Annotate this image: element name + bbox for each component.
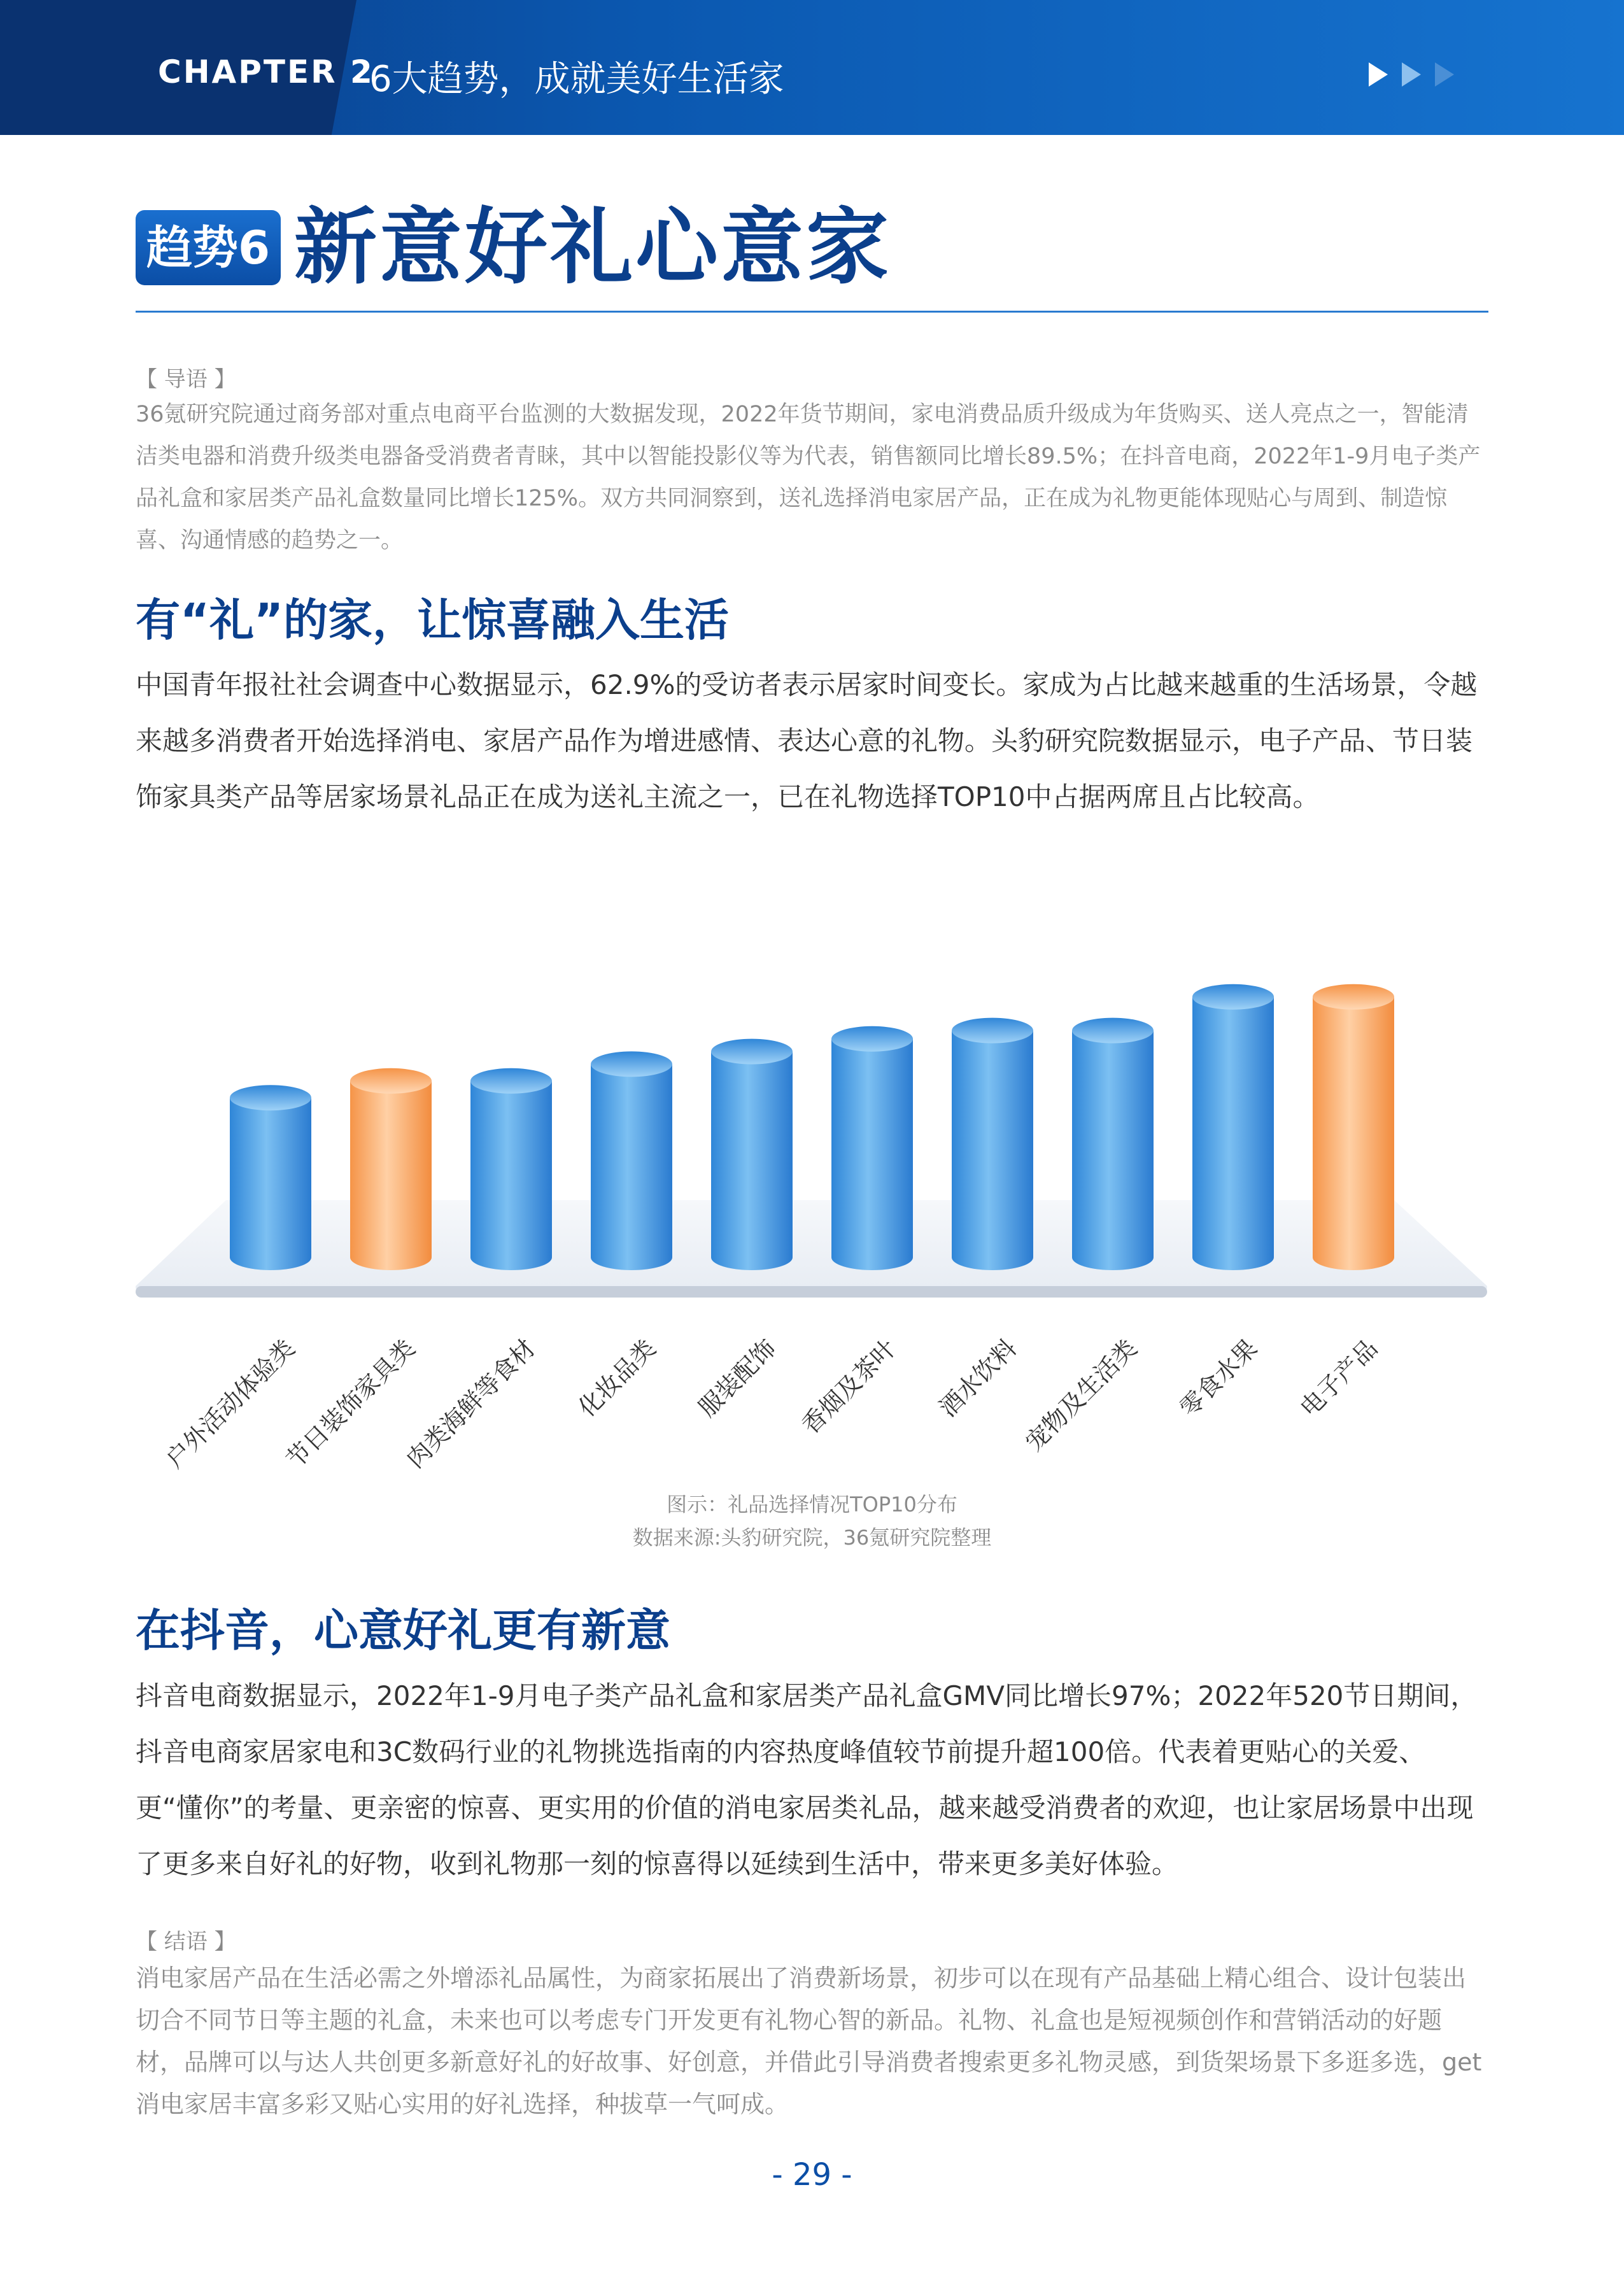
x-tick-label: 电子产品: [1294, 1334, 1383, 1422]
bar-6: [831, 1039, 913, 1270]
gift-choice-chart: [0, 840, 1624, 1566]
section-heading-douyin: 在抖音，心意好礼更有新意: [136, 1604, 670, 1657]
intro-text: 36氪研究院通过商务部对重点电商平台监测的大数据发现，2022年货节期间，家电消费品质升级成为年货购买、送人亮点之一，智能清洁类电器和消费升级类电器备受消费者青睐，其中以智能投影仪等为代表，销售额同比增长89.5%；在抖音电商，2022年1-9月电子类产品礼盒和家居类产品礼盒数量同比增长125%。双方共同洞察到，送礼选择消电家居产品，正在成为礼物更能体现贴心与周到、制造惊喜、沟通情感的趋势之一。: [136, 402, 1481, 553]
bar-8: [1072, 1031, 1154, 1270]
conclusion-text: 消电家居产品在生活必需之外增添礼品属性，为商家拓展出了消费新场景，初步可以在现有产品基础上精心组合、设计包装出切合不同节日等主题的礼盒，未来也可以考虑专门开发更有礼物心智的新品。礼物、礼盒也是短视频创作和营销活动的好题材，品牌可以与达人共创更多新意好礼的好故事、好创意，并借此引导消费者搜索更多礼物灵感，到货架场景下多逛多选，get消电家居丰富多彩又贴心实用的好礼选择，种拔草一气呵成。: [136, 1964, 1482, 2118]
chart-platform-edge: [136, 1286, 1487, 1298]
bar-1: [230, 1098, 311, 1270]
bar-5: [711, 1052, 793, 1270]
bar-top-10: [1313, 984, 1394, 1010]
x-tick-label: 宠物及生活类: [1020, 1334, 1143, 1457]
page-number: - 29 -: [772, 2157, 852, 2193]
bar-10: [1313, 997, 1394, 1270]
x-tick-label: 肉类海鲜等食材: [401, 1334, 541, 1474]
bar-top-7: [952, 1018, 1033, 1043]
chart-platform: [136, 1200, 1487, 1294]
bar-top-9: [1192, 984, 1274, 1010]
x-tick-label: 零食水果: [1174, 1334, 1263, 1422]
title-divider: [136, 311, 1488, 313]
section-body-douyin: 抖音电商数据显示，2022年1-9月电子类产品礼盒和家居类产品礼盒GMV同比增长97%；2022年520节日期间，抖音电商家居家电和3C数码行业的礼物挑选指南的内容热度峰值较节前提升超100倍。代表着更贴心的关爱、更“懂你”的考量、更亲密的惊喜、更实用的价值的消电家居类礼品，越来越受消费者的欢迎，也让家居场景中出现了更多来自好礼的好物，收到礼物那一刻的惊喜得以延续到生活中，带来更多美好体验。: [136, 1680, 1478, 1879]
bar-4: [591, 1064, 672, 1270]
chapter-label: CHAPTER 2: [158, 53, 374, 90]
bar-top-2: [350, 1068, 432, 1094]
arrow-icon: [1369, 62, 1388, 87]
x-tick-label: 户外活动体验类: [160, 1334, 300, 1474]
page-title: 新意好礼心意家: [294, 199, 892, 295]
bar-9: [1192, 997, 1274, 1270]
x-tick-label: 化妆品类: [572, 1334, 661, 1422]
bar-top-5: [711, 1039, 793, 1065]
x-tick-label: 服装配饰: [693, 1334, 782, 1422]
bar-2: [350, 1081, 432, 1270]
conclusion-label: 【 结语 】: [136, 1929, 236, 1955]
bar-7: [952, 1031, 1033, 1270]
trend-badge: 趋势6: [136, 210, 281, 285]
x-tick-label: 香烟及茶叶: [796, 1334, 902, 1440]
bar-top-4: [591, 1051, 672, 1077]
x-tick-label: 节日装饰家具类: [281, 1334, 421, 1474]
bar-top-6: [831, 1026, 913, 1052]
x-tick-label: 酒水饮料: [933, 1334, 1022, 1422]
chart-source: 数据来源:头豹研究院，36氪研究院整理: [632, 1525, 992, 1550]
chart-caption: 图示：礼品选择情况TOP10分布: [667, 1492, 957, 1517]
play-arrows-icon: [1369, 62, 1468, 89]
bar-top-8: [1072, 1018, 1154, 1043]
section-heading-gift-home: 有“礼”的家，让惊喜融入生活: [136, 594, 730, 646]
bar-chart-svg: [0, 840, 1624, 1566]
bar-top-1: [230, 1085, 311, 1110]
bar-3: [470, 1081, 552, 1270]
arrow-icon: [1402, 62, 1421, 87]
bar-top-3: [470, 1068, 552, 1094]
section-body-gift-home: 中国青年报社社会调查中心数据显示，62.9%的受访者表示居家时间变长。家成为占比越来越重的生活场景，令越来越多消费者开始选择消电、家居产品作为增进感情、表达心意的礼物。头豹研究院数据显示，电子产品、节日装饰家具类产品等居家场景礼品正在成为送礼主流之一，已在礼物选择TOP10中占据两席且占比较高。: [136, 669, 1478, 812]
intro-label: 【 导语 】: [136, 367, 236, 392]
chapter-title: 6大趋势，成就美好生活家: [369, 59, 784, 100]
arrow-icon: [1435, 62, 1454, 87]
chapter-header: [0, 0, 1624, 135]
